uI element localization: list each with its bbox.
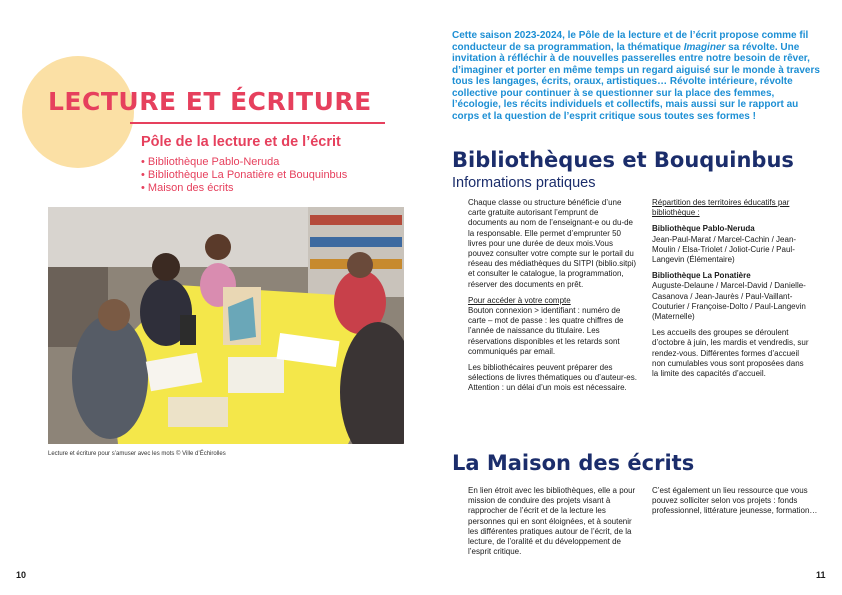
list-item: • Bibliothèque Pablo-Neruda bbox=[141, 156, 347, 169]
info-warning: Attention : un délai d’un mois est nécessaire. bbox=[468, 383, 627, 393]
info-column-1 bbox=[468, 198, 638, 400]
title-underline bbox=[130, 122, 385, 124]
info-paragraph: Chaque classe ou structure bénéficie d’une carte gratuite autorisant l’emprunt de documents au nom de l’enseignant-e ou du-de la responsable. Elle permet d’emprunter 50 livres pour une durée de deux mois.Vous pouvez consulter votre compte sur le portail du réseau des médiathèques du SITPI (biblio.sitpi) et consulter le catalogue, la programmation, réserver des documents en prêt. bbox=[468, 198, 637, 289]
maison-column-2: C’est également un lieu ressource que vous pouvez solliciter selon vos projets : fonds professionnel, littérature jeunesse, formation… bbox=[652, 486, 818, 516]
info-paragraph: Les bibliothécaires peuvent préparer des sélections de livres thématiques ou d’auteur-es. bbox=[468, 363, 637, 383]
library-list bbox=[141, 156, 347, 195]
library-name: Bibliothèque La Ponatière bbox=[652, 271, 751, 281]
page-title: LECTURE ET ÉCRITURE bbox=[48, 87, 372, 116]
distribution-title: Répartition des territoires éducatifs par bibliothèque : bbox=[652, 198, 790, 218]
info-column-2 bbox=[652, 198, 812, 385]
photo-children-reading bbox=[48, 207, 404, 444]
page-number: 10 bbox=[16, 570, 27, 580]
library-name: Bibliothèque Pablo-Neruda bbox=[652, 224, 755, 234]
photo-caption: Lecture et écriture pour s’amuser avec les mots © Ville d’Échirolles bbox=[48, 451, 226, 457]
intro-emphasis: Imaginer bbox=[683, 41, 726, 53]
heading-bibliotheques: Bibliothèques et Bouquinbus bbox=[452, 148, 794, 172]
list-item: • Bibliothèque La Ponatière et Bouquinbus bbox=[141, 169, 347, 182]
intro-text-start: Cette saison 2023-2024, le Pôle de la lecture et de l’écrit propose comme fil conducteur de sa programmation, la thématique bbox=[452, 30, 809, 53]
school-list: Jean-Paul-Marat / Marcel-Cachin / Jean-Moulin / Elsa-Triolet / Joliot-Curie / Paul-Langevin (Élémentaire) bbox=[652, 234, 797, 265]
page-number: 11 bbox=[816, 570, 826, 580]
heading-maison-des-ecrits: La Maison des écrits bbox=[452, 451, 695, 475]
info-paragraph: Les accueils des groupes se déroulent d’octobre à juin, les mardis et vendredis, sur rendez-vous. Différentes formes d’accueil non cumulables vous sont proposées dans la limite des capacités d’accueil. bbox=[652, 328, 809, 379]
info-paragraph: Bouton connexion > identifiant : numéro de carte – mot de passe : les quatre chiffres de l’année de naissance du titulaire. Les réservations disponibles et les retards sont communiqués par email. bbox=[468, 306, 624, 356]
account-access-title: Pour accéder à votre compte bbox=[468, 295, 571, 305]
maison-column-1: En lien étroit avec les bibliothèques, elle a pour mission de conduire des projets visant à rapprocher de l’écrit et de la lecture les personnes qui en sont éloignées, et à soutenir les différentes pratiques autour de l’écrit, de la lecture, de l’oralité et du développement de l’esprit critique. bbox=[468, 486, 636, 557]
school-list: Auguste-Delaune / Marcel-David / Danielle-Casanova / Jean-Jaurès / Paul-Vaillant-Couturier / Françoise-Dolto / Paul-Langevin (Maternelle) bbox=[652, 281, 806, 322]
heading-informations-pratiques: Informations pratiques bbox=[452, 175, 596, 191]
intro-paragraph bbox=[452, 30, 822, 122]
intro-text-end: sa révolte. Une invitation à réfléchir à de nouvelles passerelles entre notre besoin de rêver, d’imaginer et porter en même temps un regard aiguisé sur le monde à travers tous les langages, écrits, oraux, artistiques… Révolte intérieure, révolte collective pour continuer à se questionner sur la place des femmes, l’écologie, les récits individuels et collectifs, mais aussi sur le rapport au corps et la question de l’esprit critique sous toutes ses formes ! bbox=[452, 41, 820, 122]
right-page bbox=[421, 0, 842, 595]
list-item: • Maison des écrits bbox=[141, 182, 347, 195]
section-subtitle: Pôle de la lecture et de l’écrit bbox=[141, 134, 341, 150]
